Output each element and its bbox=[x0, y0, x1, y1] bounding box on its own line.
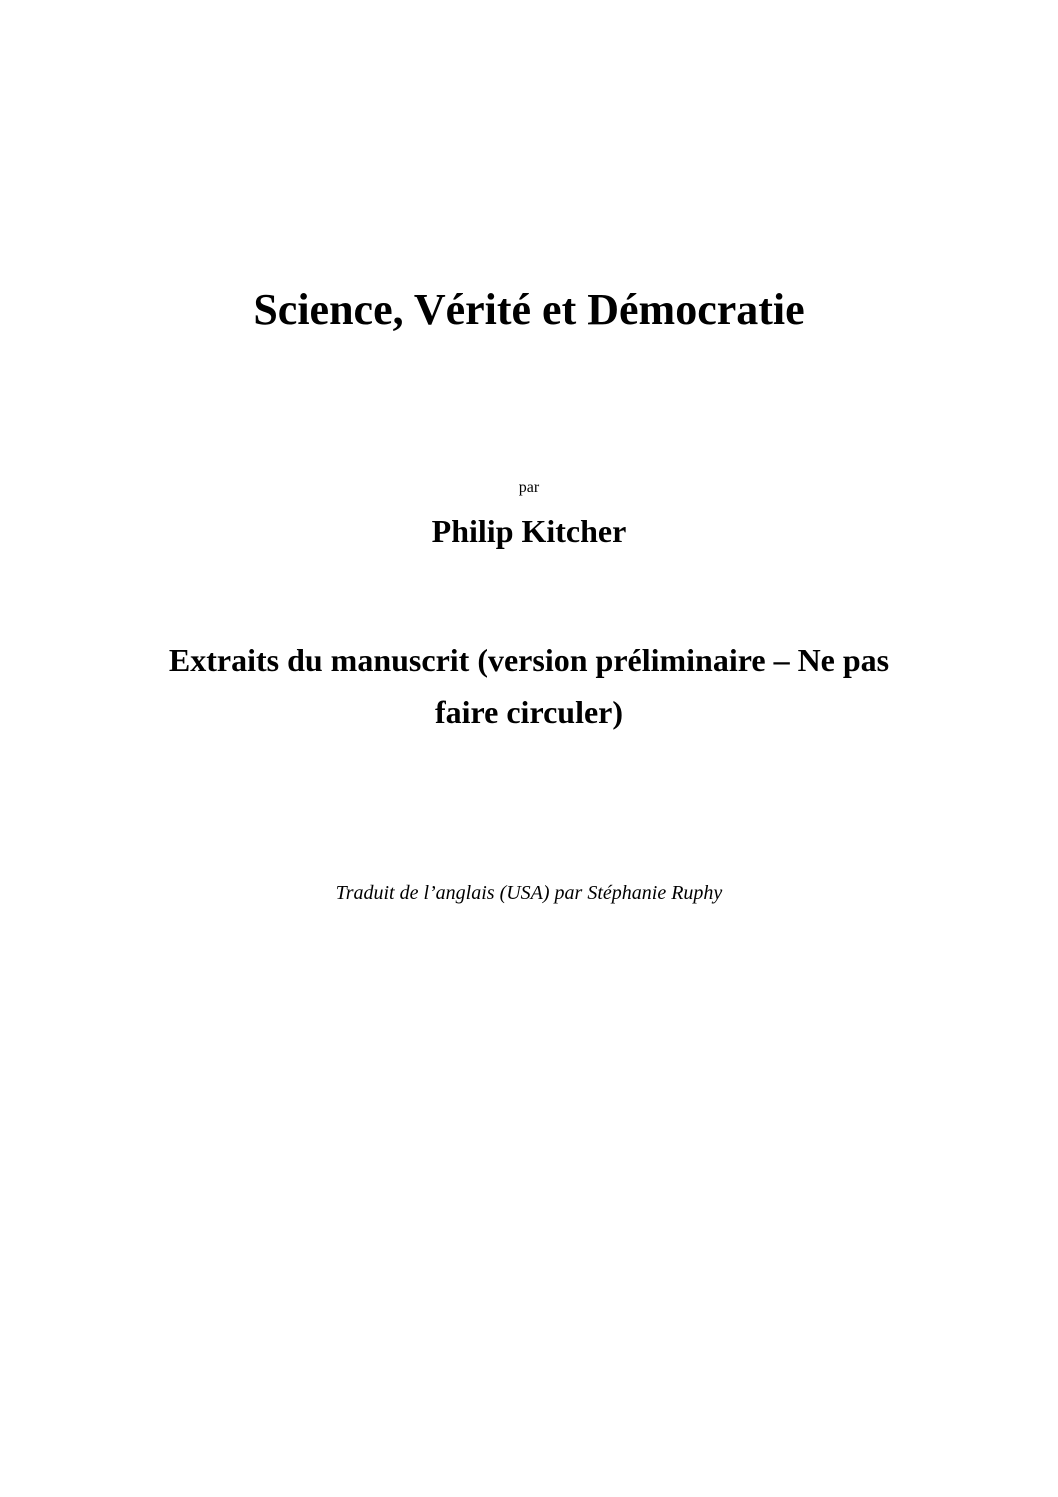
subtitle-line-2: faire circuler) bbox=[434, 694, 624, 730]
document-subtitle bbox=[0, 634, 1058, 738]
translator-note: Traduit de l’anglais (USA) par Stéphanie Ruphy bbox=[335, 882, 723, 904]
author-name: Philip Kitcher bbox=[431, 513, 627, 549]
subtitle-line-1: Extraits du manuscrit (version préliminaire – Ne pas bbox=[168, 642, 890, 678]
document-title: Science, Vérité et Démocratie bbox=[253, 285, 805, 334]
by-label: par bbox=[518, 479, 540, 496]
